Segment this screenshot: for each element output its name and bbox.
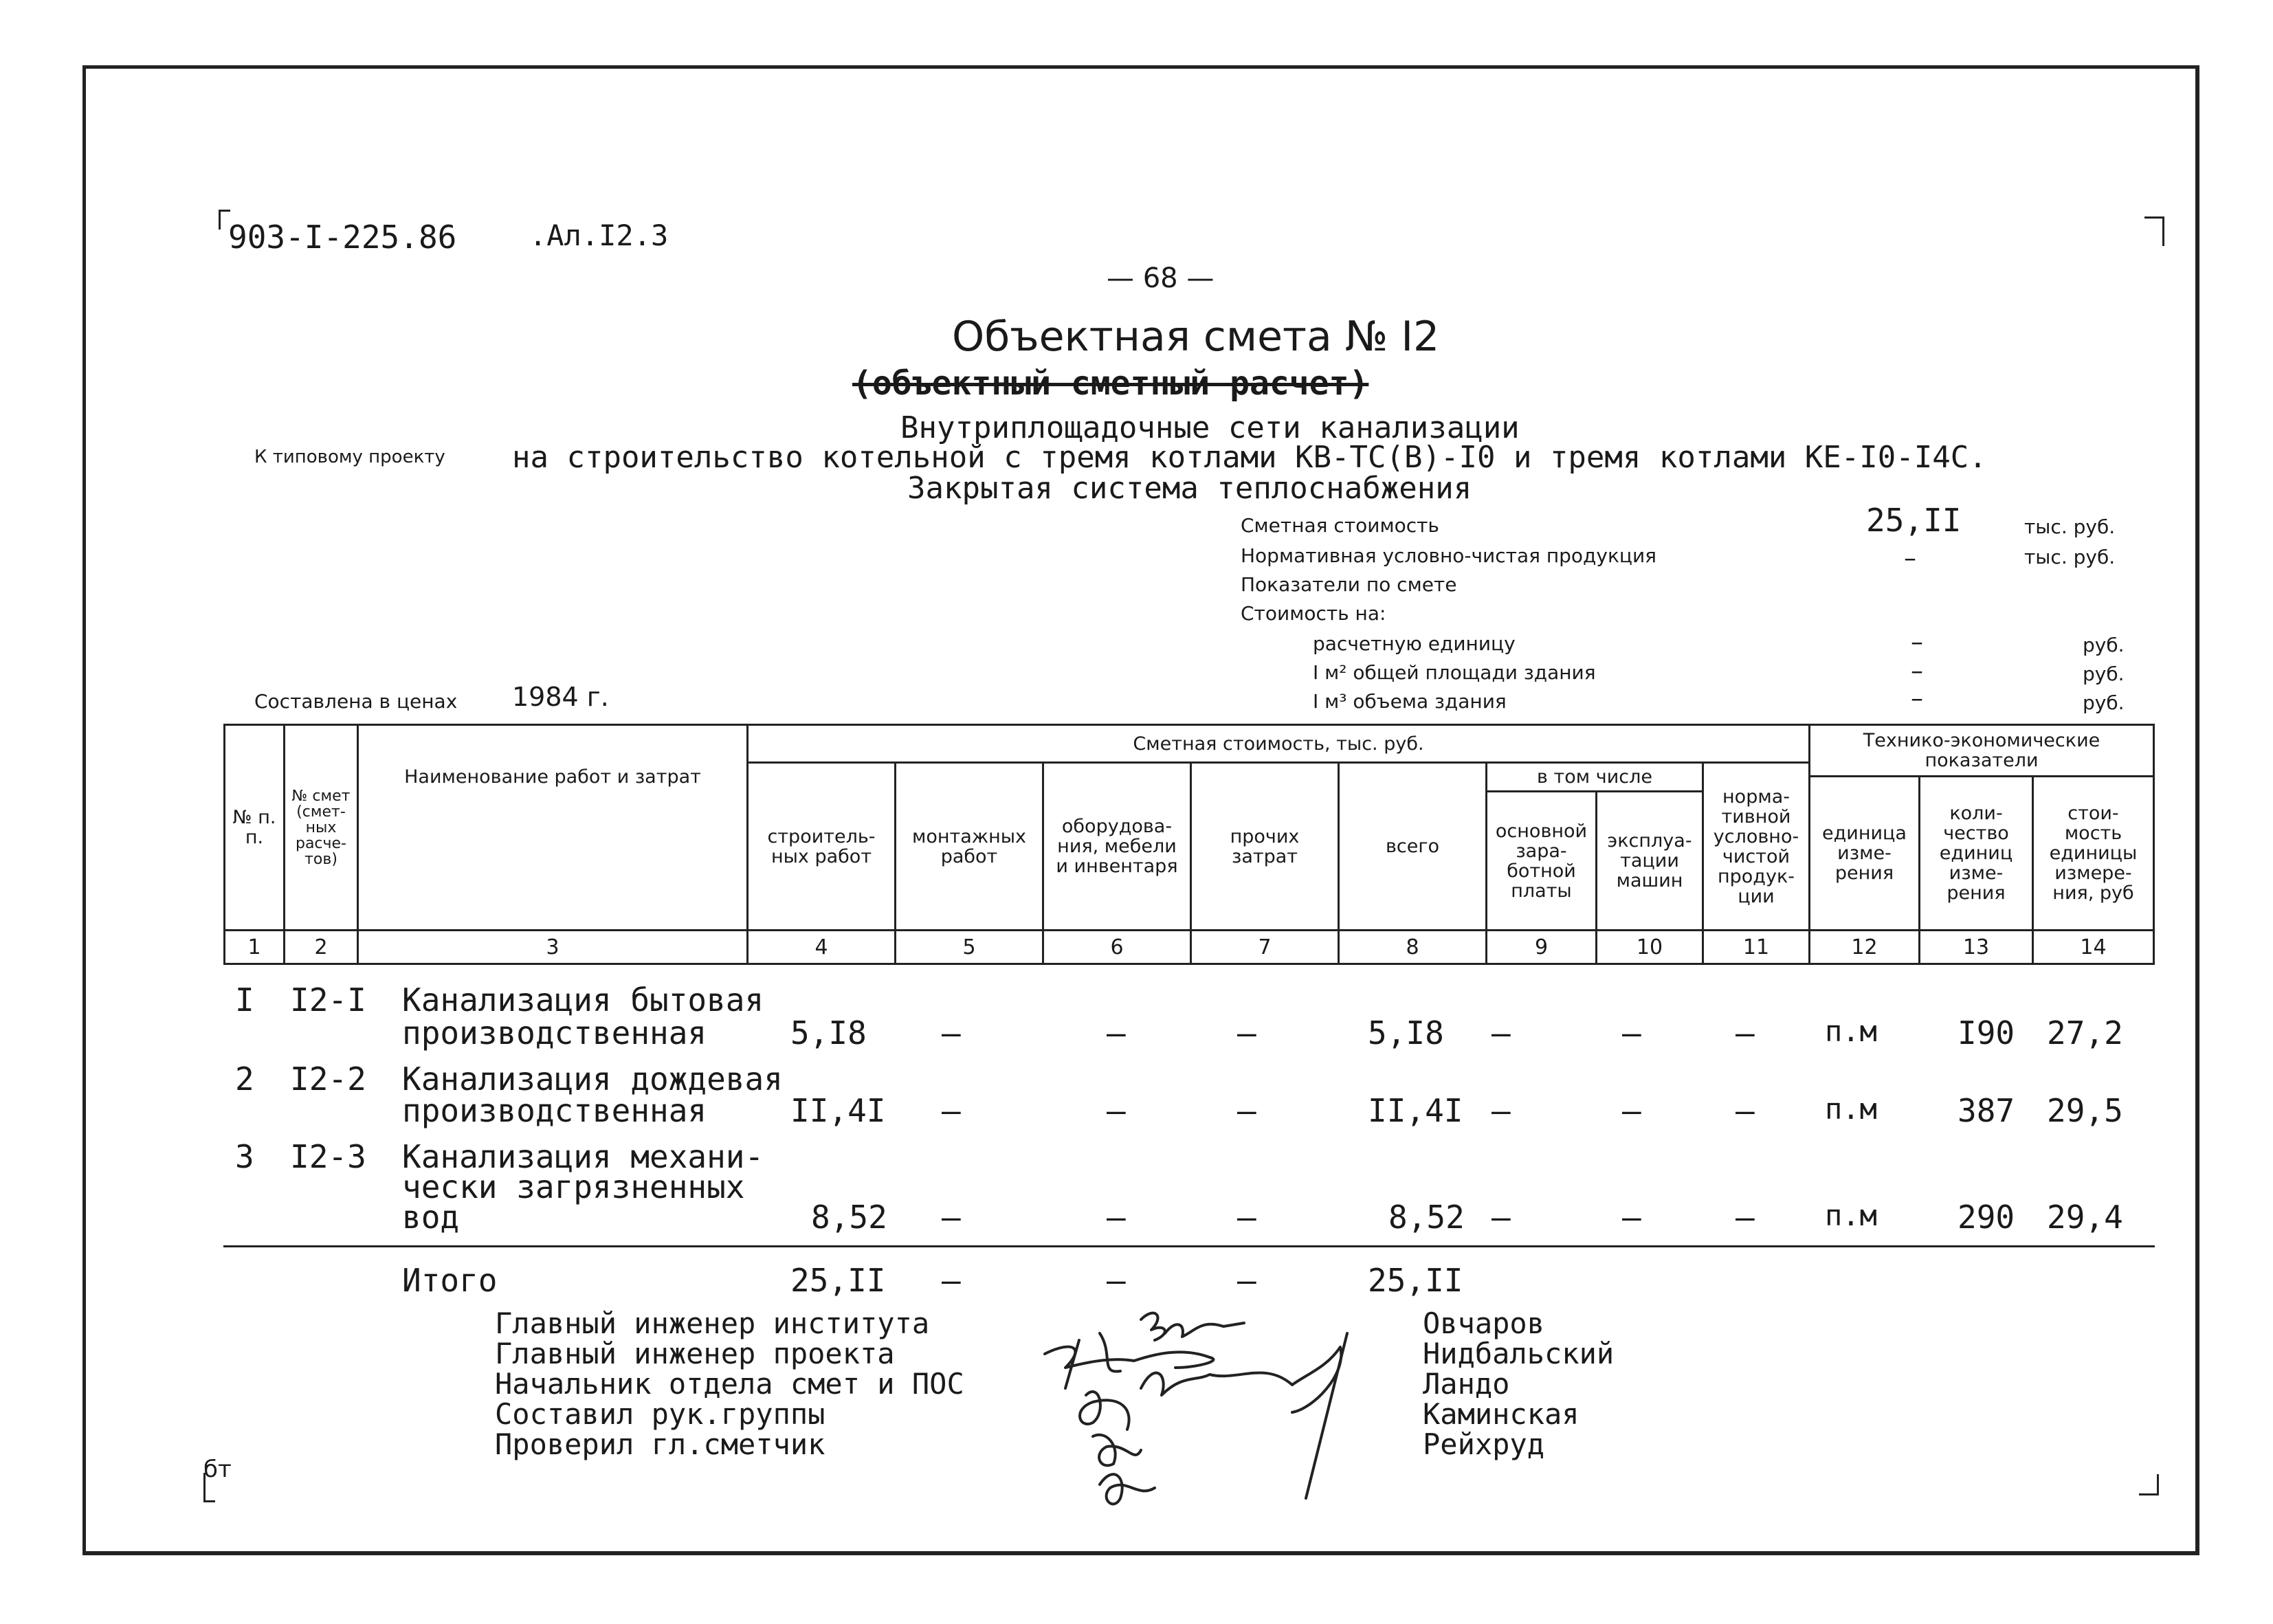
cell-installation: – (942, 1014, 961, 1052)
cell-net-product: – (1736, 1199, 1755, 1236)
row-number: 3 (235, 1138, 254, 1175)
signature-role: Главный инженер института (495, 1306, 930, 1340)
document-code: 903-I-225.86 (228, 219, 457, 256)
cell-quantity: 290 (1958, 1199, 2015, 1236)
struck-subtitle: (объектный сметный расчет) (852, 364, 1369, 403)
param-label: Нормативная условно-чистая продукция (1241, 544, 1656, 567)
header-row-number: № п. п. (223, 724, 285, 931)
cell-other: – (1237, 1199, 1256, 1236)
total-divider (223, 1245, 2155, 1247)
header-unit-cost: стои- мость единицы измере- ния, руб (2032, 775, 2155, 931)
cell-total: 5,I8 (1368, 1014, 1444, 1052)
row-name: производственная (402, 1092, 707, 1129)
cell-equipment: – (1107, 1014, 1126, 1052)
param-value: – (1904, 544, 1916, 572)
total-equipment: – (1107, 1262, 1126, 1299)
row-number: I (235, 981, 254, 1019)
page-number: — 68 — (1107, 263, 1215, 294)
param-label: Сметная стоимость (1241, 514, 1439, 537)
cell-unit: п.м (1825, 1199, 1877, 1232)
cell-salary: – (1492, 1199, 1511, 1236)
cell-installation: – (942, 1199, 961, 1236)
param-value: – (1911, 628, 1923, 656)
header-installation: монтажных работ (894, 761, 1044, 931)
signature-role: Начальник отдела смет и ПОС (495, 1367, 964, 1401)
column-number: 4 (746, 929, 896, 965)
column-number: 7 (1190, 929, 1340, 965)
cell-construction: 5,I8 (790, 1014, 867, 1052)
signature-role: Главный инженер проекта (495, 1337, 895, 1370)
param-unit: руб. (2083, 691, 2125, 714)
param-label: расчетную единицу (1313, 632, 1516, 655)
cell-equipment: – (1107, 1092, 1126, 1129)
row-name: чески загрязненных (402, 1168, 745, 1205)
signature-role: Проверил гл.сметчик (495, 1427, 825, 1461)
row-smeta: I2-3 (290, 1138, 366, 1175)
param-unit: тыс. руб. (2024, 546, 2116, 568)
corner-mark-top-right (2144, 216, 2164, 246)
cell-unit: п.м (1825, 1092, 1877, 1126)
project-prefix: К типовому проекту (254, 447, 445, 467)
column-number: 6 (1042, 929, 1192, 965)
column-number: 14 (2032, 929, 2155, 965)
signature-name: Рейхруд (1423, 1427, 1545, 1461)
column-number: 3 (357, 929, 749, 965)
footer-mark: бт (203, 1456, 232, 1483)
header-net-product: норма- тивной условно- чистой продук- ции (1702, 761, 1810, 931)
cell-total: II,4I (1368, 1092, 1463, 1129)
cell-salary: – (1492, 1092, 1511, 1129)
param-label: I м² общей площади здания (1313, 661, 1596, 684)
param-unit: руб. (2083, 634, 2125, 656)
row-smeta: I2-2 (290, 1060, 366, 1098)
header-smeta-number: № смет (смет- ных расче- тов) (283, 724, 359, 931)
total-construction: 25,II (790, 1262, 886, 1299)
cell-quantity: I90 (1958, 1014, 2015, 1052)
param-unit: тыс. руб. (2024, 515, 2116, 538)
cell-net-product: – (1736, 1092, 1755, 1129)
cell-total: 8,52 (1388, 1199, 1465, 1236)
header-equipment: оборудова- ния, мебели и инвентаря (1042, 761, 1192, 931)
param-value: – (1911, 657, 1923, 685)
column-number: 1 (223, 929, 285, 965)
param-label: Показатели по смете (1241, 573, 1457, 596)
total-installation: – (942, 1262, 961, 1299)
param-value: – (1911, 685, 1923, 713)
column-number: 12 (1808, 929, 1920, 965)
cell-machines: – (1622, 1014, 1641, 1052)
header-total: всего (1338, 761, 1487, 931)
total-sum: 25,II (1368, 1262, 1463, 1299)
header-quantity: коли- чество единиц изме- рения (1918, 775, 2034, 931)
cell-equipment: – (1107, 1199, 1126, 1236)
param-unit: руб. (2083, 663, 2125, 685)
header-group-cost: Сметная стоимость, тыс. руб. (746, 724, 1810, 764)
signature-name: Ландо (1423, 1367, 1510, 1401)
param-value: 25,II (1866, 502, 1962, 539)
row-name: вод (402, 1199, 460, 1236)
table-header (223, 724, 2155, 968)
header-other: прочих затрат (1190, 761, 1340, 931)
header-work-name: Наименование работ и затрат (357, 724, 749, 931)
corner-mark-bottom-right (2139, 1474, 2159, 1495)
row-name: производственная (402, 1014, 707, 1052)
cell-unit: п.м (1825, 1014, 1877, 1048)
param-label: I м³ объема здания (1313, 690, 1507, 713)
project-line-3: Закрытая система теплоснабжения (907, 471, 1472, 506)
cell-unit-cost: 29,5 (2047, 1092, 2123, 1129)
cell-machines: – (1622, 1199, 1641, 1236)
header-machines: эксплуа- тации машин (1595, 790, 1704, 931)
cell-salary: – (1492, 1014, 1511, 1052)
column-number: 5 (894, 929, 1044, 965)
row-name: Канализация механи- (402, 1138, 764, 1175)
column-number: 13 (1918, 929, 2034, 965)
header-group-incl: в том числе (1485, 761, 1704, 792)
column-number: 2 (283, 929, 359, 965)
album-number: .Ал.I2.3 (529, 219, 669, 252)
project-line-1: Внутриплощадочные сети канализации (900, 410, 1520, 445)
column-number: 10 (1595, 929, 1704, 965)
row-smeta: I2-I (290, 981, 366, 1019)
signature-name: Овчаров (1423, 1306, 1545, 1340)
header-salary: основной зара- ботной платы (1485, 790, 1597, 931)
cell-quantity: 387 (1958, 1092, 2015, 1129)
signature-role: Составил рук.группы (495, 1397, 825, 1431)
signature-name: Каминская (1423, 1397, 1579, 1431)
row-name: Канализация бытовая (402, 981, 764, 1019)
header-construction: строитель- ных работ (746, 761, 896, 931)
project-line-2: на строительство котельной с тремя котлами КВ-ТС(В)-I0 и тремя котлами КЕ-I0-I4С. (512, 440, 1987, 475)
cell-other: – (1237, 1092, 1256, 1129)
cell-construction: 8,52 (811, 1199, 887, 1236)
header-unit: единица изме- рения (1808, 775, 1920, 931)
column-number: 11 (1702, 929, 1810, 965)
header-group-tech: Технико-экономические показатели (1808, 724, 2155, 777)
document-title: Объектная смета № I2 (952, 313, 1440, 361)
param-label: Стоимость на: (1241, 602, 1386, 625)
handwritten-signatures (1017, 1292, 1402, 1526)
prices-label: Составлена в ценах (254, 690, 458, 713)
cell-net-product: – (1736, 1014, 1755, 1052)
cell-construction: II,4I (790, 1092, 886, 1129)
cell-unit-cost: 29,4 (2047, 1199, 2123, 1236)
column-number: 9 (1485, 929, 1597, 965)
cell-machines: – (1622, 1092, 1641, 1129)
row-name: Канализация дождевая (402, 1060, 783, 1098)
row-number: 2 (235, 1060, 254, 1098)
cell-unit-cost: 27,2 (2047, 1014, 2123, 1052)
cell-installation: – (942, 1092, 961, 1129)
total-other: – (1237, 1262, 1256, 1299)
prices-year: 1984 г. (512, 682, 609, 712)
column-number: 8 (1338, 929, 1487, 965)
total-label: Итого (402, 1262, 498, 1299)
signature-name: Нидбальский (1423, 1337, 1615, 1370)
cell-other: – (1237, 1014, 1256, 1052)
